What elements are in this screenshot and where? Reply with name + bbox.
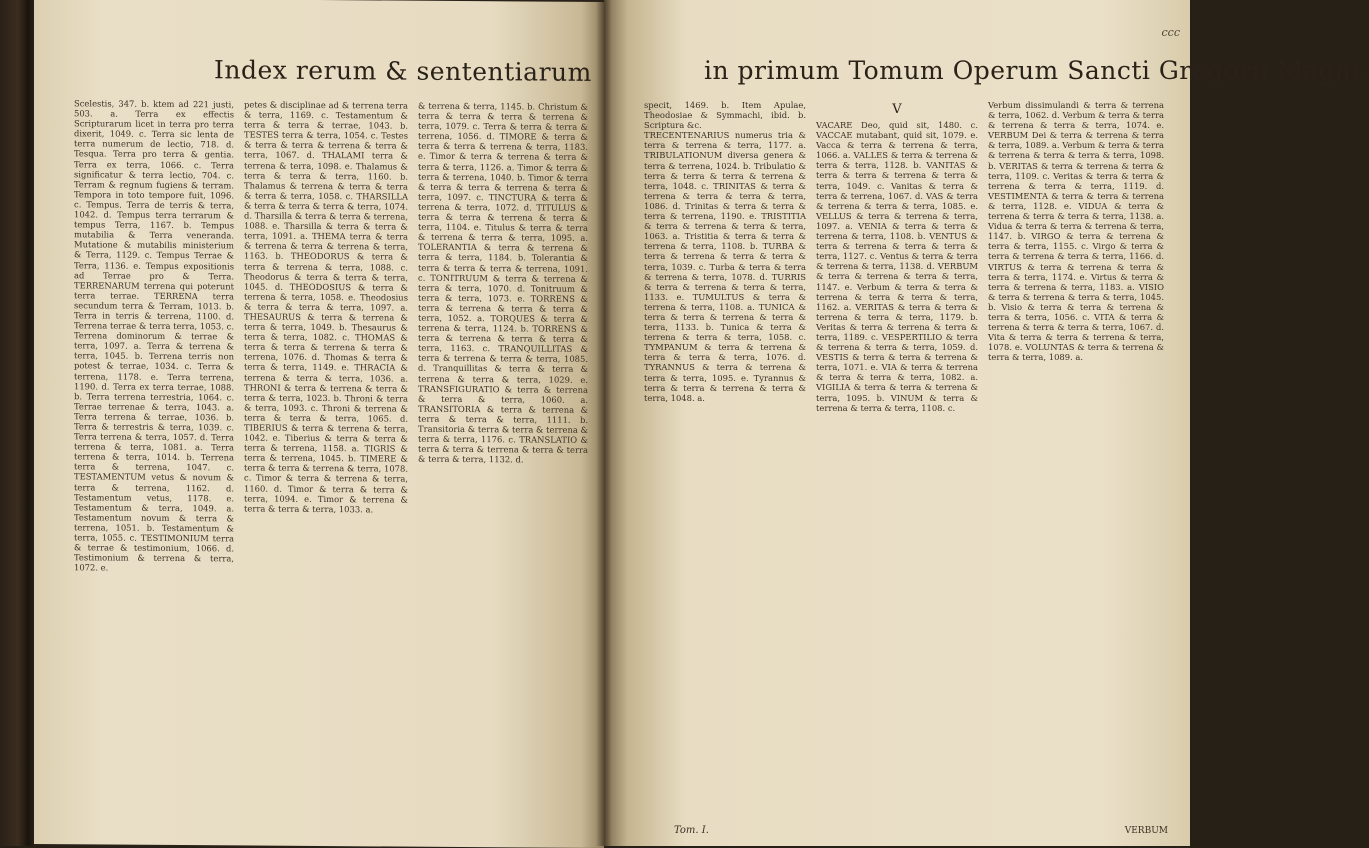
left-running-head: Index rerum & sententiarum <box>214 55 592 87</box>
right-column-2-text: VACARE Deo, quid sit, 1480. c. VACCAE mutabant, quid sit, 1079. e. Vacca & terra & terrena & terra, 1066. a. VALLES & terra & terrena & terra & terra, 1128. b. VANITAS & terra & terra & terrena & terra & terra, 1049. c. Vanitas & terra & terra & terrena, 1067. d. VAS & terra & terrena & terra & terra, 1085. e. VELLUS & terra & terrena & terra, 1097. a. VENIA & terra & terra & terrena & terra, 1108. b. VENTUS & terra & terrena & terra & terra & terra, 1127. c. Ventus & terra & terra & terrena & terra, 1138. d. VERBUM & terra & terrena & terra & terra, 1147. e. Verbum & terra & terra & terrena & terra & terra & terra, 1162. a. VERITAS & terra & terra & terrena & terra & terra, 1179. b. Veritas & terra & terrena & terra & terra, 1189. c. VESPERTILIO & terra & terrena & terra & terra, 1059. d. VESTIS & terra & terra & terrena & terra, 1071. e. VIA & terra & terrena & terra & terra & terra, 1082. a. VIGILIA & terra & terra & terrena & terra, 1095. b. VINUM & terra & terrena & terra & terra, 1108. c. <box>816 120 978 413</box>
right-column-3-text: Verbum dissimulandi & terra & terrena & terra, 1062. d. Verbum & terra & terra & terrena & terra & terra, 1074. e. VERBUM Dei & terra & terrena & terra & terra, 1089. a. Verbum & terra & terra & terrena & terra & terra & terra, 1098. b. VERITAS & terra & terrena & terra & terra, 1109. c. Veritas & terra & terra & terrena & terra & terra, 1119. d. VESTIMENTA & terra & terra & terrena & terra, 1128. e. VIDUA & terra & terrena & terra & terra & terra, 1138. a. Vidua & terra & terra & terrena & terra, 1147. b. VIRGO & terra & terrena & terra & terra, 1155. c. Virgo & terra & terra & terrena & terra & terra, 1166. d. VIRTUS & terra & terrena & terra & terra & terra, 1174. e. Virtus & terra & terra & terrena & terra, 1183. a. VISIO & terra & terrena & terra & terra, 1045. b. Visio & terra & terra & terrena & terra & terra, 1056. c. VITA & terra & terrena & terra & terra & terra, 1067. d. Vita & terra & terra & terrena & terra, 1078. e. VOLUNTAS & terra & terrena & terra & terra, 1089. a. <box>988 100 1164 363</box>
left-column-2-text: petes & disciplinae ad & terrena terra & terra, 1169. c. Testamentum & terra & terra & terrae, 1043. b. TESTES terra & terra, 1054. c. Testes & terra & terra & terrena & terra & terra, 1067. d. THALAMI terra & terrena & terra, 1098. e. Thalamus & terra & terra & terra, 1160. b. Thalamus & terrena & terra & terra & terra & terra, 1058. c. THARSILLA & terra & terra & terra & terra, 1074. d. Tharsilla & terra & terra & terrena, 1088. e. Tharsilla & terra & terra & terra, 1091. a. THEMA terra & terra & terrena & terra & terrena & terra, 1163. b. THEODORUS & terra & terra & terrena & terra, 1088. c. Theodorus & terra & terra & terra, 1045. d. THEODOSIUS & terra & terrena & terra, 1058. e. Theodosius & terra & terra & terra, 1097. a. THESAURUS & terra & terrena & terra & terra, 1049. b. Thesaurus & terra & terra, 1082. c. THOMAS & terra & terra & terrena & terra & terrena, 1076. d. Thomas & terra & terra & terra, 1149. e. THRACIA & terrena & terra & terra, 1036. a. THRONI & terra & terrena & terra & terra & terra, 1023. b. Throni & terra & terra, 1093. c. Throni & terrena & terra & terra & terra, 1065. d. TIBERIUS & terra & terrena & terra, 1042. e. Tiberius & terra & terra & terra & terrena, 1158. a. TIGRIS & terra & terrena, 1045. b. TIMERE & terra & terra & terrena & terra, 1078. c. Timor & terra & terrena & terra, 1160. d. Timor & terra & terra & terra, 1094. e. Timor & terrena & terra & terra & terra, 1033. a. <box>244 99 408 515</box>
right-column-1 <box>644 100 806 816</box>
right-column-3 <box>988 100 1164 816</box>
folio-number: ccc <box>1161 26 1180 39</box>
right-page <box>604 0 1369 846</box>
left-column-1-text: Scelestis, 347. b. ktem ad 221 justi, 503. a. Terra ex effectis Scripturarum licet in terra pro terra dixerit, 1049. c. Terra sic lenta de terra numerum de lectio, 718. d. Tesqua. Terra pro terra & gentia. Terra ex terra, 1066. c. Terra significatur & terra lectio, 704. c. Terram & regnum fugiens & terram. Tempora in toto tempore fuit, 1096. c. Tempus. Terra de terris & terra, 1042. d. Tempus terra terrarum & tempus Terra, 1167. b. Tempus mutabilia & Terra veneranda. Mutatione & mutabilis ministerium & Terra, 1129. c. Tempus Terrae & Terra, 1136. e. Tempus expositionis ad Terrae pro & Terra. TERRENARUM terrena qui poterunt terra terrae. TERRENA terra secundum terra & Terram, 1013. b. Terra in terris & terrena, 1100. d. Terrena terrae & terra terra, 1053. c. Terrena dominorum & terrae & terra, 1097. a. Terra & terrena & terra, 1045. b. Terrena terris non potest & terrae, 1034. c. Terra & terrena, 1178. e. Terra terrena, 1190. d. Terra ex terra terrae, 1088. b. Terra terrena terrestria, 1064. c. Terrae terrenae & terra, 1043. a. Terra terrena & terrae, 1036. b. Terra & terrestris & terra, 1039. c. Terra terrena & terra, 1057. d. Terra terrena & terra, 1081. a. Terra terrena & terra, 1014. b. Terrena terra & terrena, 1047. c. TESTAMENTUM vetus & novum & terra & terrena, 1162. d. Testamentum vetus, 1178. e. Testamentum & terra, 1049. a. Testamentum novum & terra & terrena, 1051. b. Testamentum & terra, 1055. c. TESTIMONIUM terra & terrae & testimonium, 1066. d. Testimonium & terrena & terra, 1072. e. <box>74 98 234 573</box>
right-running-head: in primum Tomum Operum Sancti Gregorii Magni. <box>704 56 1369 85</box>
right-column-2 <box>816 100 978 816</box>
right-column-1-text: TRECENTENARIUS numerus tria & terra & terrena & terra, 1177. a. TRIBULATIONUM diversa genera & terra & terrena, 1024. b. Tribulatio & terra & terra & terra & terrena & terra, 1048. c. TRINITAS & terra & terrena & terra & terra & terra, 1086. d. Trinitas & terra & terra & terra & terrena, 1190. e. TRISTITIA & terra & terrena & terra & terra, 1063. a. Tristitia & terra & terra & terrena & terra, 1108. b. TURBA & terra & terrena & terra & terra & terra, 1039. c. Turba & terra & terra & terrena & terra, 1078. d. TURRIS & terra & terrena & terra & terra, 1133. e. TUMULTUS & terra & terrena & terra, 1108. a. TUNICA & terra & terra & terrena & terra & terra, 1133. b. Tunica & terra & terrena & terra & terra, 1058. c. TYMPANUM & terra & terrena & terra & terra & terra, 1076. d. TYRANNUS & terra & terrena & terra & terra, 1095. e. Tyrannus & terra & terra & terrena & terra & terra, 1048. a. <box>644 130 806 403</box>
right-column-1-lead: specit, 1469. b. Item Apulae, Theodosiae & Symmachi, ibid. b. Scriptura &c. <box>644 100 806 131</box>
left-column-3 <box>418 101 588 818</box>
catchword: VERBUM <box>1124 826 1168 836</box>
left-column-3-text: & terrena & terra, 1145. b. Christum & terra & terra & terra & terrena & terra, 1079. c. Terra & terra & terra & terrena, 1056. d. TIMORE & terra & terra & terra & terrena & terra, 1183. e. Timor & terra & terrena & terra & terra & terra, 1126. a. Timor & terra & terra & terrena, 1040. b. Timor & terra & terra & terra & terrena & terra & terra, 1097. c. TINCTURA & terra & terrena & terra, 1072. d. TITULUS & terra & terra & terrena & terra & terra, 1104. e. Titulus & terra & terra & terrena & terra & terra, 1095. a. TOLERANTIA & terra & terrena & terra & terra, 1184. b. Tolerantia & terra & terra & terra & terrena, 1091. c. TONITRUUM & terra & terrena & terra & terra, 1070. d. Tonitruum & terra & terra, 1073. e. TORRENS & terra & terrena & terra & terra & terra, 1052. a. TORQUES & terra & terrena & terra, 1124. b. TORRENS & terra & terrena & terra & terra & terra, 1163. c. TRANQUILLITAS & terra & terrena & terra & terra, 1085. d. Tranquillitas & terra & terra & terrena & terra & terra, 1029. e. TRANSFIGURATIO & terra & terrena & terra & terra, 1060. a. TRANSITORIA & terra & terrena & terra & terra & terra, 1111. b. Transitoria & terra & terra & terrena & terra & terra, 1176. c. TRANSLATIO & terra & terra & terrena & terra & terra & terra & terra, 1132. d. <box>418 100 588 465</box>
signature-mark: Tom. I. <box>674 825 709 836</box>
left-page <box>34 0 604 848</box>
left-column-1 <box>74 98 234 815</box>
left-column-2 <box>244 99 408 816</box>
section-letter: V <box>892 102 902 117</box>
